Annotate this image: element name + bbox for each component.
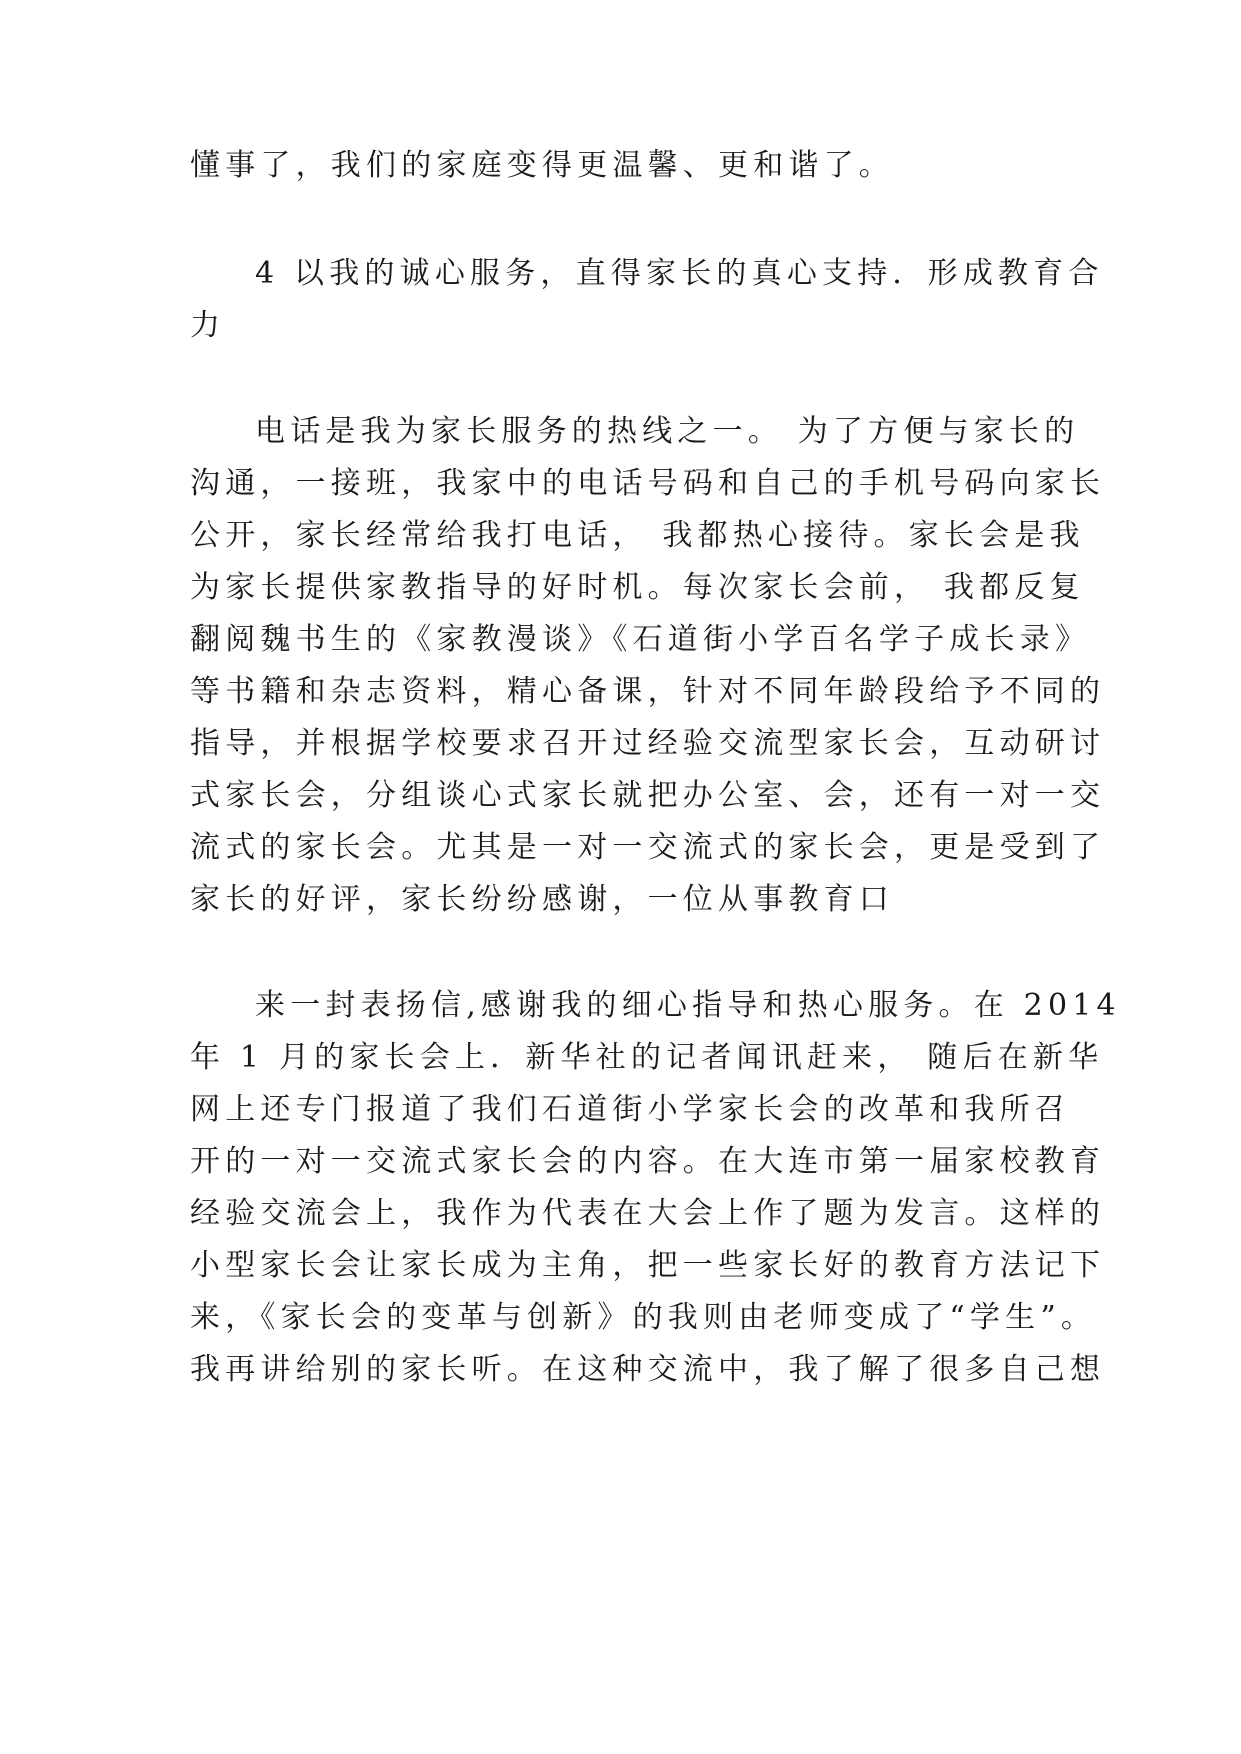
text-line: 懂事了，我们的家庭变得更温馨、更和谐了。 xyxy=(190,148,894,183)
text-line: 沟通，一接班，我家中的电话号码和自己的手机号码向家长 xyxy=(190,466,1106,501)
section-heading: 4 以我的诚心服务，直得家长的真心支持．形成教育合 xyxy=(255,256,1104,291)
text-line: 等书籍和杂志资料，精心备课，针对不同年龄段给予不同的 xyxy=(190,674,1106,709)
text-line: 翻阅魏书生的《家教漫谈》《石道街小学百名学子成长录》 xyxy=(190,622,1091,657)
text-line: 公开，家长经常给我打电话， 我都热心接待。家长会是我 xyxy=(190,518,1085,553)
text-line: 年 1 月的家长会上．新华社的记者闻讯赶来， 随后在新华 xyxy=(190,1040,1104,1075)
text-line: 为家长提供家教指导的好时机。每次家长会前， 我都反复 xyxy=(190,570,1085,605)
text-line: 经验交流会上，我作为代表在大会上作了题为发言。这样的 xyxy=(190,1196,1106,1231)
text-line: 来一封表扬信,感谢我的细心指导和热心服务。在 2014 xyxy=(255,988,1121,1023)
text-line: 电话是我为家长服务的热线之一。 为了方便与家长的 xyxy=(255,414,1080,449)
text-line: 指导，并根据学校要求召开过经验交流型家长会，互动研讨 xyxy=(190,726,1106,761)
text-line: 家长的好评，家长纷纷感谢，一位从事教育口 xyxy=(190,882,894,917)
text-line: 来，《家长会的变革与创新》的我则由老师变成了“学生”。 xyxy=(190,1300,1097,1335)
text-line: 我再讲给别的家长听。在这种交流中，我了解了很多自己想 xyxy=(190,1352,1106,1387)
text-line: 网上还专门报道了我们石道街小学家长会的改革和我所召 xyxy=(190,1092,1070,1127)
text-line: 流式的家长会。尤其是一对一交流式的家长会，更是受到了 xyxy=(190,830,1106,865)
text-line: 小型家长会让家长成为主角，把一些家长好的教育方法记下 xyxy=(190,1248,1106,1283)
text-line: 开的一对一交流式家长会的内容。在大连市第一届家校教育 xyxy=(190,1144,1106,1179)
section-heading-continued: 力 xyxy=(190,308,226,343)
text-line: 式家长会，分组谈心式家长就把办公室、会，还有一对一交 xyxy=(190,778,1106,813)
